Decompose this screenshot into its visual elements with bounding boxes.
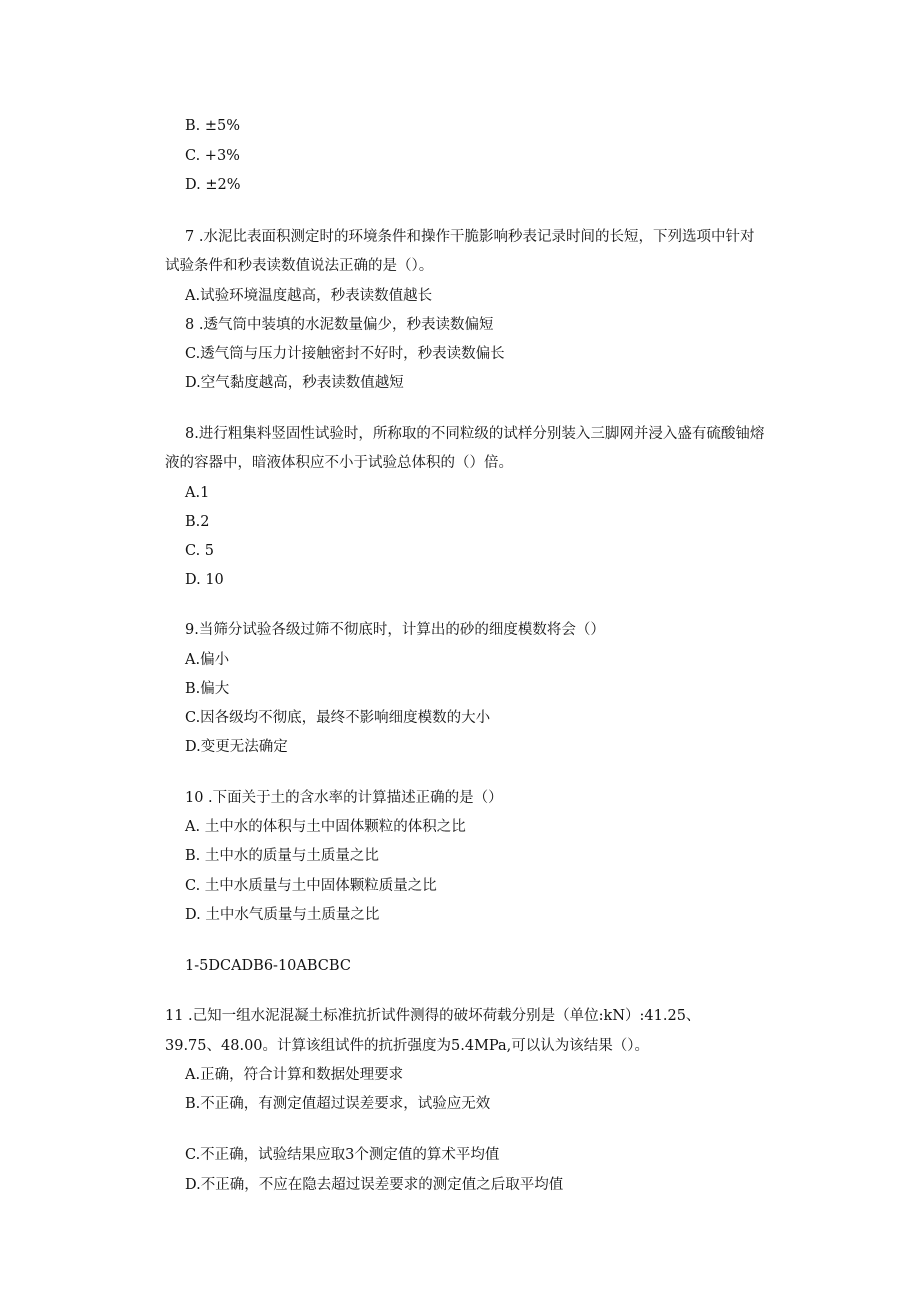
q11-option-c: C.不正确，试验结果应取3个测定值的算术平均值: [185, 1147, 500, 1163]
q9-option-d: D.变更无法确定: [185, 739, 288, 755]
q6-option-c: C. +3%: [185, 148, 240, 164]
q8-option-b: B.2: [185, 514, 210, 530]
q10-option-c: C. 土中水质量与土中固体颗粒质量之比: [185, 878, 437, 894]
q10-stem-line1: 10 .下面关于土的含水率的计算描述正确的是（）: [185, 790, 503, 806]
q8-stem-line2: 液的容器中，暗液体积应不小于试验总体积的（）倍。: [165, 455, 513, 471]
q7-stem-line1: 7 .水泥比表面积测定时的环境条件和操作干脆影响秒表记录时间的长短，下列选项中针对: [185, 229, 755, 245]
q10-option-b: B. 土中水的质量与土质量之比: [185, 848, 379, 864]
q11-option-b: B.不正确，有测定值超过误差要求，试验应无效: [185, 1096, 491, 1112]
q9-option-c: C.因各级均不彻底，最终不影响细度模数的大小: [185, 710, 491, 726]
q8-stem-line1: 8.进行粗集料竖固性试验时，所称取的不同粒级的试样分别装入三脚网并浸入盛有硫酸铀熔: [185, 426, 765, 442]
q6-option-d: D. ±2%: [185, 177, 241, 193]
q11-option-d: D.不正确，不应在隐去超过误差要求的测定值之后取平均值: [185, 1177, 564, 1193]
q10-option-d: D. 土中水气质量与土质量之比: [185, 907, 380, 923]
q8-option-d: D. 10: [185, 572, 224, 588]
q11-option-a: A.正确，符合计算和数据处理要求: [185, 1067, 404, 1083]
q7-option-a: A.试验环境温度越高，秒表读数值越长: [185, 288, 433, 304]
q11-stem-line2: 39.75、48.00。计算该组试件的抗折强度为5.4MPa,可以认为该结果（）。: [165, 1038, 650, 1054]
q9-option-a: A.偏小: [185, 652, 230, 668]
q10-option-a: A. 土中水的体积与土中固体颗粒的体积之比: [185, 819, 466, 835]
q9-option-b: B.偏大: [185, 681, 230, 697]
answer-key: 1-5DCADB6-10ABCBC: [185, 958, 351, 974]
q6-option-b: B. ±5%: [185, 118, 241, 134]
q8-option-a: A.1: [185, 485, 210, 501]
q7-option-d: D.空气黏度越高，秒表读数值越短: [185, 375, 404, 391]
q7-stem-line2: 试验条件和秒表读数值说法正确的是（）。: [165, 258, 434, 274]
q11-stem-line1: 11 .己知一组水泥混凝土标准抗折试件测得的破坏荷载分别是（单位:kN）:41.25、: [165, 1008, 701, 1024]
q7-option-b: 8 .透气筒中装填的水泥数量偏少，秒表读数偏短: [185, 317, 494, 333]
q8-option-c: C. 5: [185, 543, 215, 559]
q7-option-c: C.透气筒与压力计接触密封不好时，秒表读数偏长: [185, 346, 505, 362]
q9-stem-line1: 9.当筛分试验各级过筛不彻底时，计算出的砂的细度模数将会（）: [185, 622, 605, 638]
